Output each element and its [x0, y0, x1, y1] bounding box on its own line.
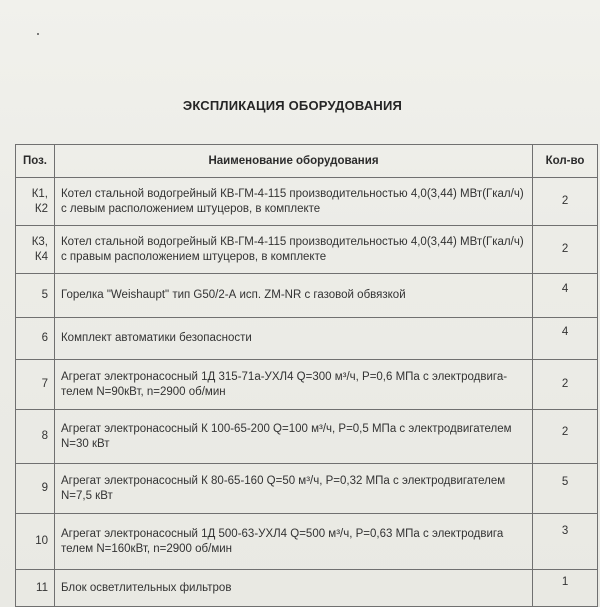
- position-label: 6: [41, 332, 48, 344]
- position-cell: [16, 226, 55, 274]
- table-row: [16, 464, 598, 514]
- position-label: 7: [41, 378, 48, 390]
- quantity-cell: [533, 360, 598, 410]
- position-label: 11: [36, 581, 48, 594]
- position-label: 8: [41, 430, 48, 442]
- equipment-name: Агрегат электронасосный 1Д 500-63-УХЛ4 Q=500 м³/ч, P=0,63 МПа с электродвига телем N=160кВт, n=2900 об/мин: [54, 514, 532, 570]
- quantity-value: 2: [561, 426, 569, 438]
- table-row: [16, 514, 598, 570]
- table-row: [16, 360, 598, 410]
- table-row: [16, 318, 598, 360]
- quantity-cell: [533, 464, 598, 514]
- quantity-value: 4: [561, 283, 569, 295]
- position-cell: [16, 464, 55, 514]
- equipment-name: Котел стальной водогрейный КВ-ГМ-4-115 производительностью 4,0(3,44) МВт(Гкал/ч) с правым расположением штуцеров, в комплекте: [54, 226, 532, 274]
- position-cell: [16, 360, 55, 410]
- table-row: [16, 570, 598, 607]
- position-label: К1,: [31, 187, 48, 200]
- page-title: ЭКСПЛИКАЦИЯ ОБОРУДОВАНИЯ: [182, 98, 403, 113]
- quantity-value: 5: [561, 476, 569, 488]
- quantity-cell: [533, 274, 598, 318]
- position-label: К4: [34, 250, 48, 263]
- quantity-value: 2: [561, 243, 569, 255]
- table-row: [16, 274, 598, 318]
- quantity-cell: [533, 410, 598, 464]
- equipment-table: [15, 144, 598, 607]
- quantity-cell: [533, 178, 598, 226]
- equipment-name: Агрегат электронасосный К 100-65-200 Q=100 м³/ч, P=0,5 МПа с электродвигателем N=30 кВт: [54, 410, 532, 464]
- header-equipment-name: Наименование оборудования: [54, 145, 532, 178]
- quantity-value: 2: [561, 195, 569, 207]
- quantity-value: 1: [561, 575, 569, 588]
- scan-speck: [37, 33, 39, 35]
- position-cell: [16, 570, 55, 607]
- equipment-name: Блок осветлительных фильтров: [54, 570, 532, 607]
- quantity-value: 2: [561, 378, 569, 390]
- position-label: 10: [35, 535, 48, 547]
- position-cell: [16, 274, 55, 318]
- equipment-name: Агрегат электронасосный К 80-65-160 Q=50 м³/ч, P=0,32 МПа с электродвигателем N=7,5 кВт: [54, 464, 532, 514]
- position-cell: [16, 514, 55, 570]
- quantity-cell: [533, 514, 598, 570]
- equipment-name: Агрегат электронасосный 1Д 315-71а-УХЛ4 Q=300 м³/ч, P=0,6 МПа с электродвига-телем N=90кВт, n=2900 об/мин: [54, 360, 532, 410]
- table-row: [16, 410, 598, 464]
- table-header-row: [16, 145, 598, 178]
- position-label: К2: [34, 202, 48, 215]
- quantity-cell: [533, 226, 598, 274]
- quantity-cell: [533, 570, 598, 607]
- position-label: 5: [41, 289, 48, 301]
- table-row: [16, 226, 598, 274]
- header-position: Поз.: [16, 145, 55, 178]
- position-cell: [16, 410, 55, 464]
- position-cell: [16, 178, 55, 226]
- equipment-name: Горелка "Weishaupt" тип G50/2-А исп. ZM-NR с газовой обвязкой: [54, 274, 532, 318]
- quantity-value: 4: [561, 326, 569, 338]
- quantity-cell: [533, 318, 598, 360]
- position-label: К3,: [31, 235, 48, 248]
- position-cell: [16, 318, 55, 360]
- equipment-name: Котел стальной водогрейный КВ-ГМ-4-115 производительностью 4,0(3,44) МВт(Гкал/ч) с левым расположением штуцеров, в комплекте: [54, 178, 532, 226]
- header-quantity: Кол-во: [533, 145, 598, 178]
- quantity-value: 3: [561, 525, 569, 537]
- table-row: [16, 178, 598, 226]
- equipment-name: Комплект автоматики безопасности: [54, 318, 532, 360]
- position-label: 9: [41, 482, 48, 494]
